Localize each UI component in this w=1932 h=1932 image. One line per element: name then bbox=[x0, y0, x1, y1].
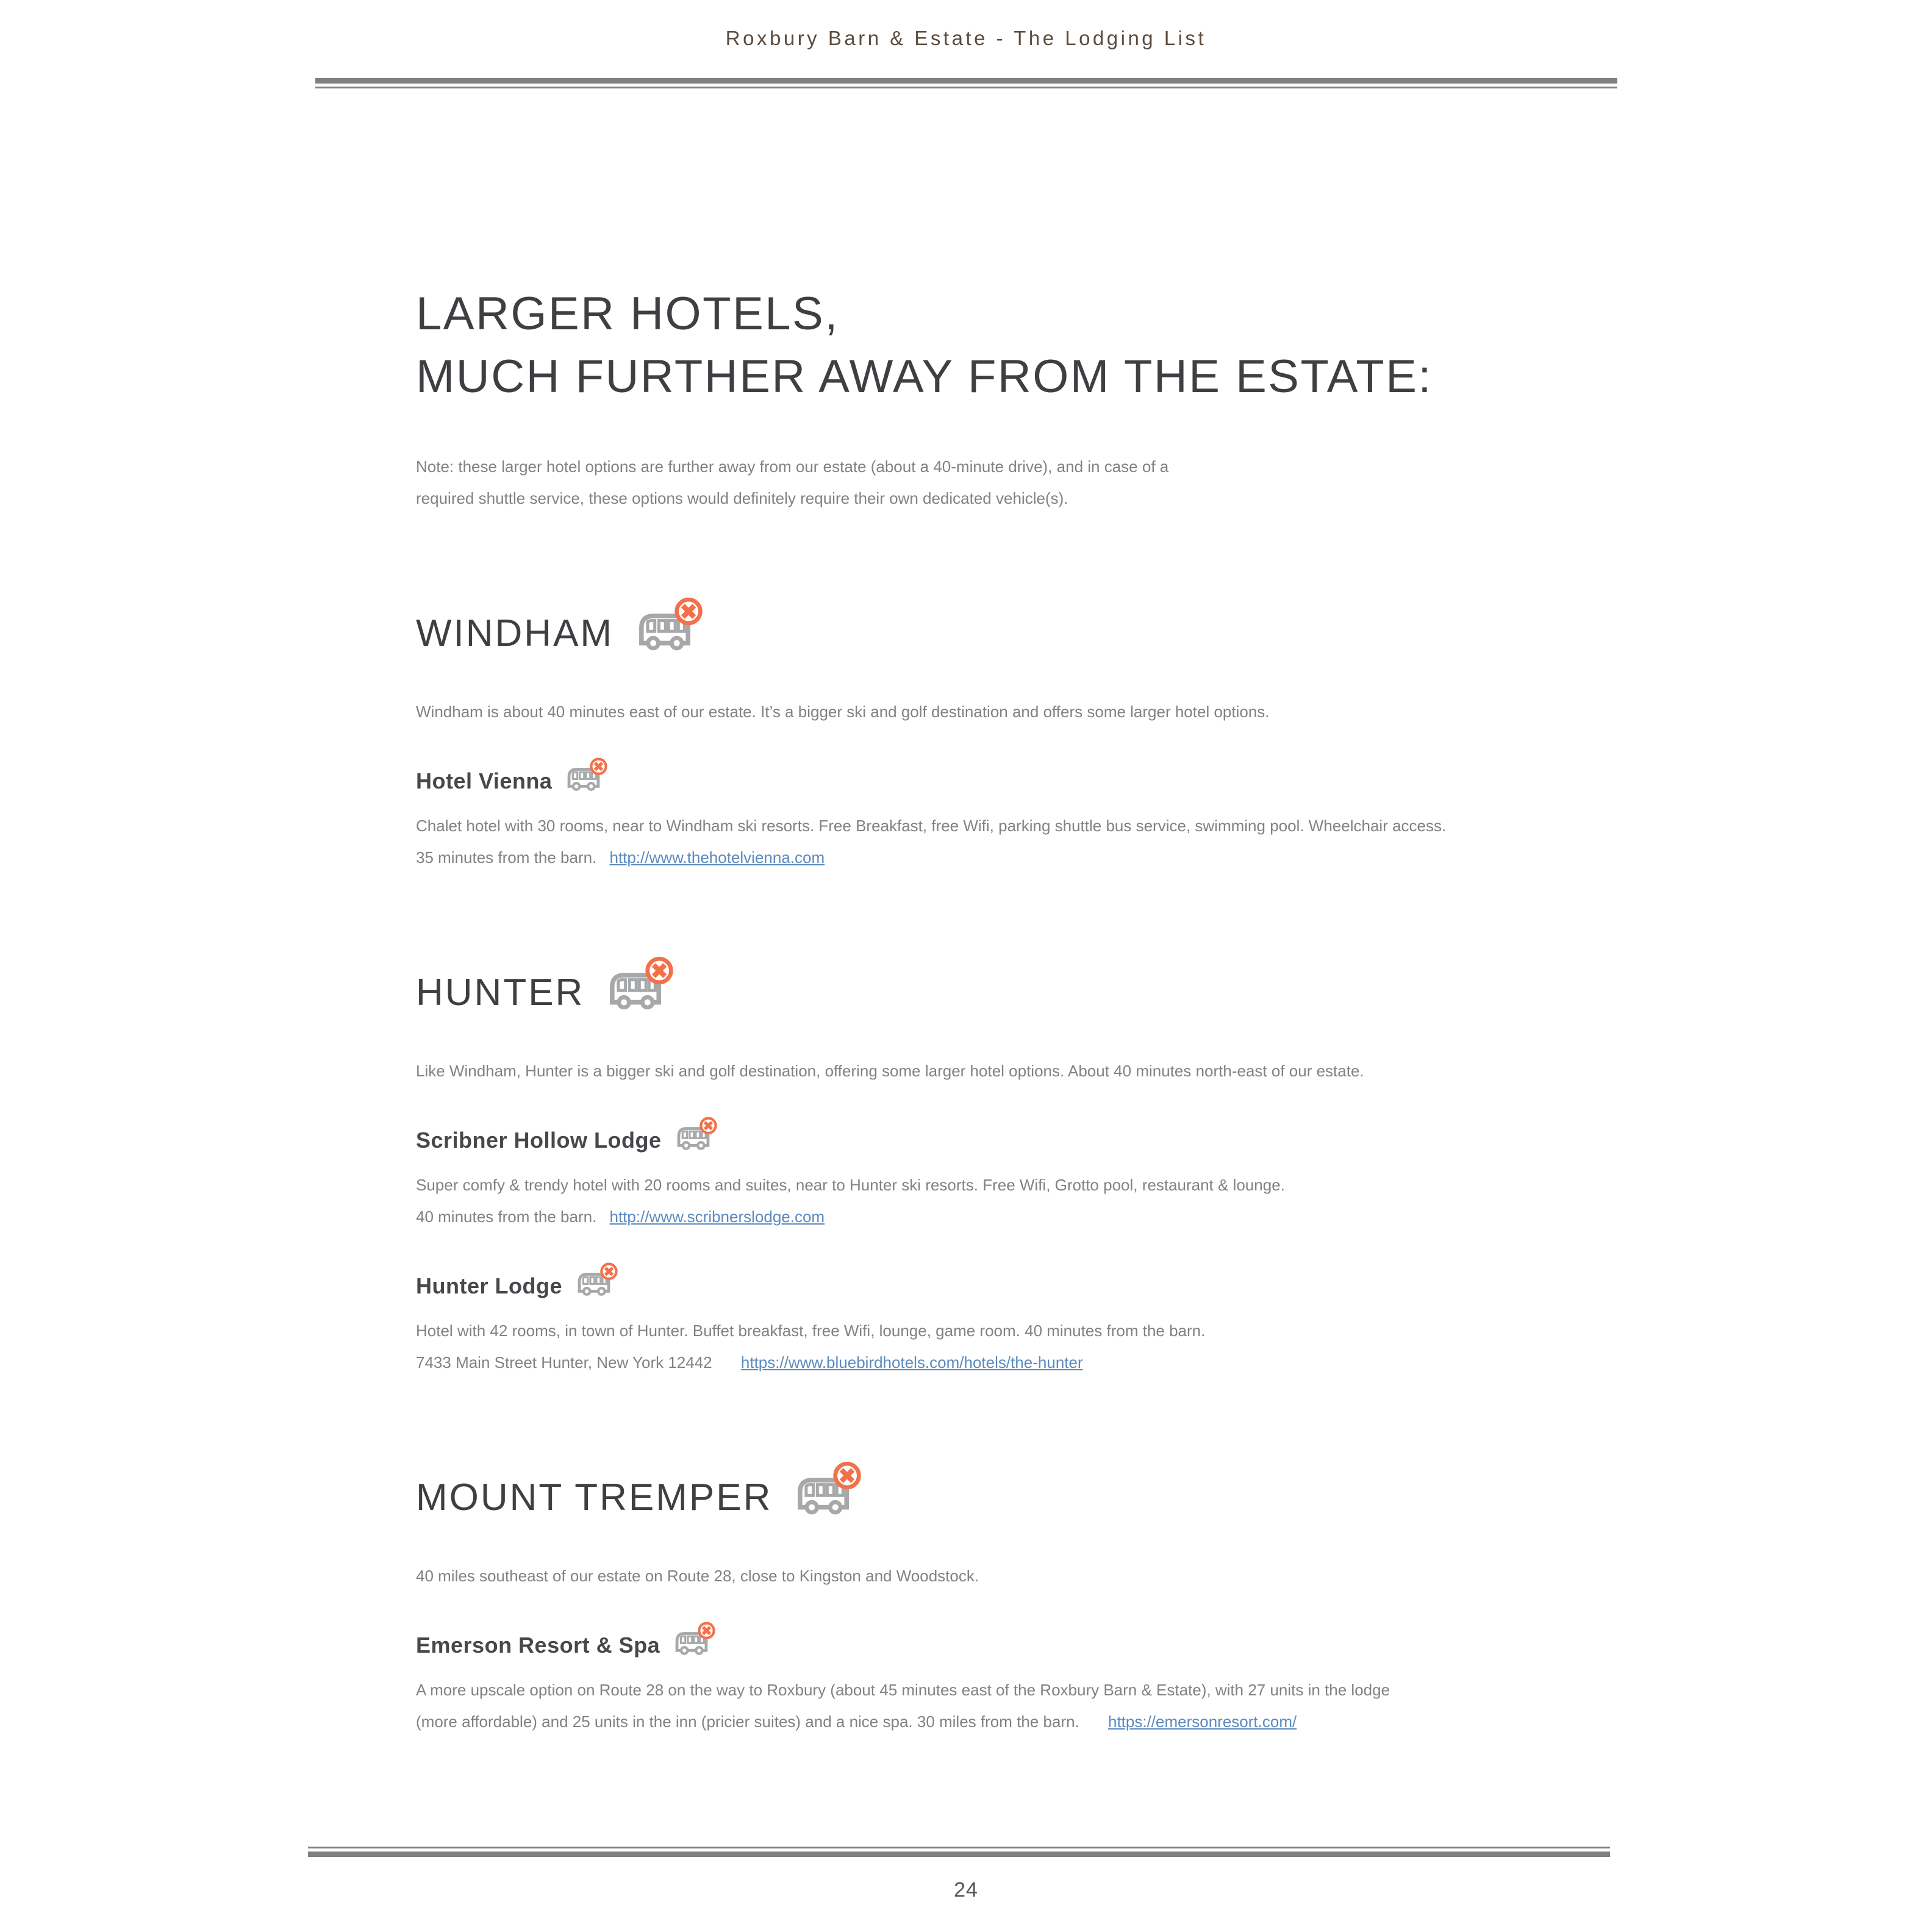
hotel-desc-text: 40 minutes from the barn. bbox=[416, 1208, 597, 1226]
no-shuttle-icon bbox=[794, 1461, 862, 1519]
hotel-desc-line: Hotel with 42 rooms, in town of Hunter. Buffet breakfast, free Wifi, lounge, game room. 40 minutes from the barn. bbox=[416, 1322, 1206, 1340]
no-shuttle-icon bbox=[565, 757, 608, 793]
section-title: WINDHAM bbox=[416, 612, 614, 654]
no-shuttle-icon bbox=[576, 1262, 618, 1298]
section-intro: Like Windham, Hunter is a bigger ski and golf destination, offering some larger hotel options. About 40 minutes north-east of our estate. bbox=[416, 1062, 1364, 1080]
hotel-name-row bbox=[416, 763, 1599, 799]
page-content bbox=[416, 282, 1599, 1737]
hotel-name-row bbox=[416, 1627, 1599, 1663]
no-shuttle-icon bbox=[673, 1622, 716, 1658]
hotel-desc-line bbox=[416, 842, 1599, 873]
divider-thin-line bbox=[315, 87, 1617, 88]
page-title-line1: LARGER HOTELS, bbox=[416, 288, 839, 340]
hotel-website-link[interactable]: https://www.bluebirdhotels.com/hotels/the-hunter bbox=[740, 1353, 1083, 1372]
hotel-description bbox=[416, 1315, 1599, 1378]
section-title: HUNTER bbox=[416, 971, 585, 1014]
hotel-desc-text: (more affordable) and 25 units in the inn (pricier suites) and a nice spa. 30 miles from the barn. bbox=[416, 1712, 1079, 1731]
hotel-address: 7433 Main Street Hunter, New York 12442 bbox=[416, 1353, 712, 1372]
hotel-desc-line bbox=[416, 1347, 1599, 1378]
hotel-name: Emerson Resort & Spa bbox=[416, 1632, 660, 1658]
no-shuttle-icon bbox=[675, 1117, 718, 1153]
hotel-name: Hunter Lodge bbox=[416, 1273, 562, 1298]
note-paragraph bbox=[416, 451, 1599, 514]
hotel-description bbox=[416, 1169, 1599, 1233]
section-title: MOUNT TREMPER bbox=[416, 1476, 773, 1519]
section-intro: Windham is about 40 minutes east of our estate. It’s a bigger ski and golf destination and offers some larger hotel options. bbox=[416, 703, 1270, 721]
section-windham bbox=[416, 604, 1599, 873]
hotel-desc-line: Super comfy & trendy hotel with 20 rooms and suites, near to Hunter ski resorts. Free Wifi, Grotto pool, restaurant & lounge. bbox=[416, 1176, 1285, 1194]
hotel-description bbox=[416, 810, 1599, 873]
page-number: 24 bbox=[954, 1878, 978, 1902]
section-intro: 40 miles southeast of our estate on Route 28, close to Kingston and Woodstock. bbox=[416, 1567, 979, 1585]
no-shuttle-icon bbox=[606, 956, 674, 1014]
hotel-name-row bbox=[416, 1268, 1599, 1304]
section-hunter bbox=[416, 964, 1599, 1378]
divider-thick-line bbox=[315, 78, 1617, 84]
hotel-entry bbox=[416, 1627, 1599, 1737]
no-shuttle-icon bbox=[635, 597, 704, 654]
section-mount-tremper bbox=[416, 1469, 1599, 1737]
hotel-website-link[interactable]: https://emersonresort.com/ bbox=[1107, 1712, 1297, 1731]
note-line: required shuttle service, these options would definitely require their own dedicated vehicle(s). bbox=[416, 489, 1068, 507]
page-title bbox=[416, 282, 1599, 408]
hotel-entry bbox=[416, 1268, 1599, 1378]
hotel-description bbox=[416, 1674, 1599, 1737]
section-heading-row bbox=[416, 964, 1599, 1021]
hotel-website-link[interactable]: http://www.scribnerslodge.com bbox=[609, 1208, 825, 1226]
hotel-name-row bbox=[416, 1122, 1599, 1158]
divider-thin-line bbox=[308, 1847, 1610, 1848]
hotel-desc-line: A more upscale option on Route 28 on the way to Roxbury (about 45 minutes east of the Roxbury Barn & Estate), with 27 units in the lodge bbox=[416, 1681, 1390, 1699]
divider-thick-line bbox=[308, 1852, 1610, 1857]
hotel-name: Hotel Vienna bbox=[416, 768, 553, 793]
page-title-line2: MUCH FURTHER AWAY FROM THE ESTATE: bbox=[416, 351, 1433, 402]
header-divider bbox=[315, 78, 1617, 88]
hotel-desc-line: Chalet hotel with 30 rooms, near to Windham ski resorts. Free Breakfast, free Wifi, parking shuttle bus service, swimming pool. Wheelchair access. bbox=[416, 817, 1447, 835]
section-heading-row bbox=[416, 1469, 1599, 1526]
hotel-entry bbox=[416, 763, 1599, 873]
note-line: Note: these larger hotel options are further away from our estate (about a 40-minute drive), and in case of a bbox=[416, 457, 1169, 476]
hotel-name: Scribner Hollow Lodge bbox=[416, 1127, 662, 1153]
hotel-desc-line bbox=[416, 1201, 1599, 1233]
section-heading-row bbox=[416, 604, 1599, 662]
hotel-website-link[interactable]: http://www.thehotelvienna.com bbox=[609, 848, 825, 867]
hotel-desc-line bbox=[416, 1706, 1599, 1737]
footer-divider bbox=[308, 1847, 1610, 1857]
header-title: Roxbury Barn & Estate - The Lodging List bbox=[725, 27, 1207, 49]
hotel-entry bbox=[416, 1122, 1599, 1233]
hotel-desc-text: 35 minutes from the barn. bbox=[416, 848, 597, 867]
